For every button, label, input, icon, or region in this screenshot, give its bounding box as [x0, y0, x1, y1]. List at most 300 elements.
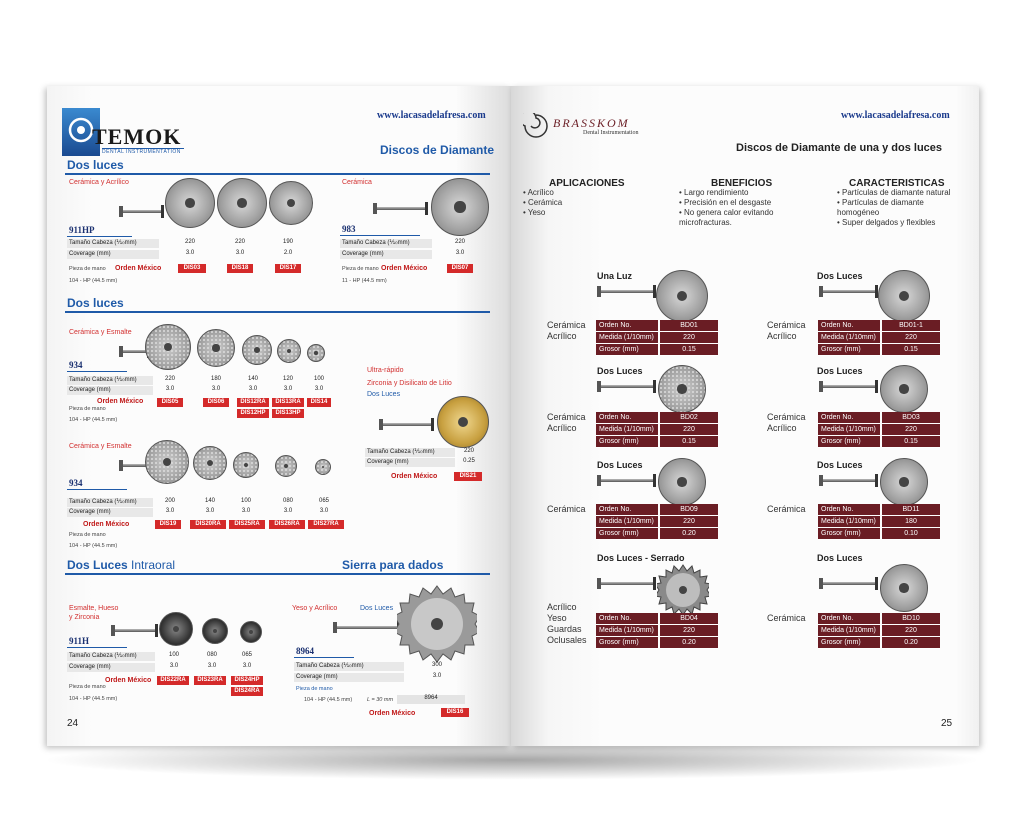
product-materials [767, 613, 806, 624]
spec-row-label: Orden No. [596, 320, 658, 332]
disc-mesh-icon [145, 440, 189, 484]
pieza-label: Pieza de mano [69, 532, 106, 538]
sec2a-code: 934 [69, 360, 83, 370]
spec-label: Tamaño Cabeza (⅒mm) [67, 498, 153, 507]
spec-row-label: Medida (1/10mm) [818, 332, 880, 344]
list-item: • Partículas de diamante [837, 198, 924, 207]
pieza-label: Pieza de mano [69, 406, 106, 412]
material-line: Acrílico [767, 423, 797, 433]
right-page [511, 86, 979, 746]
spec-size: 190 [282, 239, 293, 245]
spec-row [818, 516, 942, 527]
spec-row-label: Medida (1/10mm) [818, 516, 880, 528]
mandrel-icon [823, 290, 875, 293]
spec-row [596, 613, 720, 624]
material-line: Cerámica [547, 504, 586, 514]
spec-row-value: 0.15 [882, 344, 940, 356]
product-spec-table [818, 613, 942, 649]
sec2a-material: Cerámica y Esmalte [69, 329, 132, 336]
disc-perforated-icon [880, 365, 928, 413]
spec-label: Coverage (mm) [67, 250, 159, 259]
order-ref-badge: DIS13RA [272, 398, 304, 407]
spec-row [596, 637, 720, 648]
saw-disc-icon [397, 584, 477, 664]
spec-coverage: 3.0 [211, 386, 221, 392]
sec4-code: 8964 [296, 646, 314, 656]
spec-row-value: 220 [660, 332, 718, 344]
spec-coverage: 3.0 [165, 386, 175, 392]
list-item: • Precisión en el desgaste [679, 198, 772, 207]
order-ref-badge: DIS05 [157, 398, 183, 407]
order-ref-badge: DIS22RA [157, 676, 189, 685]
spec-row-label: Grosor (mm) [596, 436, 658, 448]
spec-label: Tamaño Cabeza (⅒mm) [67, 239, 159, 248]
spec-row [596, 504, 720, 515]
order-ref-badge: DIS24HP [231, 676, 263, 685]
disc-flower-icon [880, 458, 928, 506]
handpiece-spec: 104 - HP (44.5 mm) [69, 278, 118, 284]
material-line: Cerámica [767, 504, 806, 514]
spec-size: 300 [431, 662, 442, 668]
spec-row-value: 0.20 [660, 528, 718, 540]
spec-row [596, 424, 720, 435]
spec-size: 220 [463, 448, 474, 454]
spec-row [818, 528, 942, 539]
sec2a-code-rule [67, 371, 127, 372]
aplicaciones-list [523, 188, 562, 218]
mandrel-icon [823, 479, 875, 482]
list-item: • Largo rendimiento [679, 188, 749, 197]
mandrel-icon [377, 207, 425, 210]
spec-row-label: Medida (1/10mm) [596, 625, 658, 637]
order-ref-badge: DIS24RA [231, 687, 263, 696]
product-title: Dos Luces [817, 460, 863, 470]
disc-perforated-icon [269, 181, 313, 225]
disc-mesh-icon [315, 459, 331, 475]
spec-label: Tamaño Cabeza (⅒mm) [365, 448, 455, 457]
spec-row [818, 412, 942, 423]
product-title: Dos Luces - Serrado [597, 553, 685, 563]
spec-label: Tamaño Cabeza (⅒mm) [294, 662, 404, 671]
disc-mesh-icon [307, 344, 325, 362]
product-spec-table [818, 412, 942, 448]
disc-mesh-icon [277, 339, 301, 363]
sec2b-code-rule [67, 489, 127, 490]
spec-row [818, 344, 942, 355]
spec-row [596, 516, 720, 527]
product-title: Una Luz [597, 271, 632, 281]
spec-row-value: 220 [882, 424, 940, 436]
spec-size: 220 [184, 239, 195, 245]
product-materials [547, 320, 586, 342]
handpiece-spec: 104 - HP (44.5 mm) [69, 696, 118, 702]
material-line: Cerámica [767, 613, 806, 623]
list-item: • Acrílico [523, 188, 554, 197]
disc-mesh-icon [275, 455, 297, 477]
disc-gold-icon [437, 396, 489, 448]
spec-coverage: 3.0 [455, 250, 465, 256]
sec3-title [67, 558, 175, 572]
spec-row-value: BD01-1 [882, 320, 940, 332]
sec2b-code: 934 [69, 478, 83, 488]
spec-row-value: 180 [882, 516, 940, 528]
pieza-label: Pieza de mano [296, 686, 333, 692]
spec-row-value: 220 [660, 516, 718, 528]
spec-row [818, 332, 942, 343]
spec-size: 080 [282, 498, 293, 504]
spec-row-value: BD02 [660, 412, 718, 424]
disc-perforated-icon [165, 178, 215, 228]
product-spec-table [596, 613, 720, 649]
order-ref-badge: DIS18 [227, 264, 253, 273]
spec-size: 080 [206, 652, 217, 658]
pieza-label: Pieza de mano [69, 684, 106, 690]
handpiece-spec: 104 - HP (44.5 mm) [69, 543, 118, 549]
spec-row [596, 344, 720, 355]
sec3-title-bold: Dos Luces [67, 558, 128, 572]
right-page-title: Discos de Diamante de una y dos luces [736, 142, 943, 154]
handpiece-spec: 104 - HP (44.5 mm) [304, 697, 353, 703]
book-shadow [40, 740, 984, 780]
mandrel-icon [601, 290, 653, 293]
right-url: www.lacasadelafresa.com [841, 110, 950, 121]
sec2-rule [65, 311, 490, 313]
spec-coverage: 3.0 [207, 663, 217, 669]
sec2b-material: Cerámica y Esmalte [69, 443, 132, 450]
spec-row-value: 0.20 [882, 637, 940, 649]
product-spec-table [818, 504, 942, 540]
spec-coverage: 3.0 [319, 508, 329, 514]
order-ref-badge: DIS14 [307, 398, 331, 407]
product-title: Dos Luces [817, 366, 863, 376]
spec-row [818, 320, 942, 331]
product-title: Dos Luces [597, 460, 643, 470]
ref-grey: 8964 [397, 695, 465, 704]
spec-coverage: 3.0 [185, 250, 195, 256]
product-spec-table [596, 412, 720, 448]
caracteristicas-heading: CARACTERISTICAS [849, 178, 945, 189]
spec-size: 220 [164, 376, 175, 382]
material-line: Acrílico [547, 423, 577, 433]
disc-dark-icon [159, 612, 193, 646]
product-materials [547, 412, 586, 434]
spec-row [596, 412, 720, 423]
product-title: Dos Luces [817, 553, 863, 563]
spec-row [596, 332, 720, 343]
spec-row-label: Medida (1/10mm) [596, 424, 658, 436]
mandrel-icon [383, 423, 431, 426]
order-ref-badge: DIS21 [454, 472, 482, 481]
list-item: • Partículas de diamante natural [837, 188, 951, 197]
material-line: Acrílico [767, 331, 797, 341]
spec-coverage: 3.0 [314, 386, 324, 392]
disc-mesh-icon [193, 446, 227, 480]
sec4-material: Yeso y Acrílico [292, 605, 338, 612]
brasskom-brand: BRASSKOM [553, 116, 630, 130]
spec-row-label: Orden No. [818, 504, 880, 516]
spec-coverage: 3.0 [242, 663, 252, 669]
order-ref-badge: DIS17 [275, 264, 301, 273]
sec4-luces: Dos Luces [360, 605, 394, 612]
spec-size: 140 [247, 376, 258, 382]
sec3-title-rest: Intraoral [127, 558, 176, 572]
spec-coverage: 3.0 [205, 508, 215, 514]
list-item: • Yeso [523, 208, 546, 217]
disc-slotted-icon [658, 458, 706, 506]
orden-label: Orden México [83, 521, 130, 528]
spec-row-label: Orden No. [818, 412, 880, 424]
sec3-rule [65, 573, 490, 575]
spec-row-label: Grosor (mm) [818, 637, 880, 649]
mandrel-icon [601, 582, 653, 585]
sec1b-code: 983 [342, 224, 356, 234]
spec-row-value: BD04 [660, 613, 718, 625]
sec1a-code: 911HP [69, 225, 95, 235]
spec-row-value: 0.15 [882, 436, 940, 448]
list-item: • Cerámica [523, 198, 563, 207]
spec-row [818, 436, 942, 447]
disc-spiral-icon [431, 178, 489, 236]
beneficios-heading: BENEFICIOS [711, 178, 773, 189]
temok-brand-subtitle: DENTAL INSTRUMENTATION [102, 148, 184, 155]
spec-size: 100 [240, 498, 251, 504]
spec-coverage: 3.0 [165, 508, 175, 514]
sec1-rule [65, 173, 490, 175]
material-line: Oclusales [547, 635, 587, 645]
spec-row-value: BD09 [660, 504, 718, 516]
material-line: Guardas [547, 624, 582, 634]
product-spec-table [818, 320, 942, 356]
material-line: Cerámica [767, 412, 806, 422]
material-line: Cerámica [767, 320, 806, 330]
spec-row-value: 0.15 [660, 436, 718, 448]
spec-coverage: 3.0 [432, 673, 442, 679]
mandrel-icon [123, 464, 147, 467]
sec3-material2: y Zirconia [69, 614, 100, 621]
orden-label: Orden México [115, 265, 162, 272]
order-ref-badge: DIS26RA [269, 520, 305, 529]
orden-label: Orden México [97, 398, 144, 405]
spec-row [596, 320, 720, 331]
spec-size: 220 [454, 239, 465, 245]
order-ref-badge: DIS23RA [194, 676, 226, 685]
spec-row-value: BD11 [882, 504, 940, 516]
spec-row-value: 220 [660, 424, 718, 436]
material-line: Cerámica [547, 412, 586, 422]
spec-row-label: Grosor (mm) [818, 344, 880, 356]
handpiece-spec: 104 - HP (44.5 mm) [69, 417, 118, 423]
mandrel-icon [337, 626, 397, 629]
spec-row [818, 625, 942, 636]
product-materials [767, 504, 806, 515]
sec2c-line1: Ultra-rápido [367, 367, 404, 374]
spec-row-label: Grosor (mm) [818, 436, 880, 448]
product-title: Dos Luces [817, 271, 863, 281]
orden-label: Orden México [381, 265, 428, 272]
sec2c-line3: Dos Luces [367, 391, 401, 398]
disc-perforated-icon [217, 178, 267, 228]
product-materials [767, 412, 806, 434]
spec-size: 100 [168, 652, 179, 658]
spec-row-label: Orden No. [818, 320, 880, 332]
sec1b-code-rule [340, 235, 420, 236]
product-spec-table [596, 320, 720, 356]
spec-row-label: Medida (1/10mm) [596, 332, 658, 344]
spec-coverage: 3.0 [283, 386, 293, 392]
spec-row-value: 0.15 [660, 344, 718, 356]
product-materials [767, 320, 806, 342]
spec-row-value: 220 [882, 332, 940, 344]
product-title: Dos Luces [597, 366, 643, 376]
material-line: Cerámica [547, 320, 586, 330]
order-ref-badge: DIS27RA [308, 520, 344, 529]
sec3-code: 911H [69, 636, 90, 646]
mandrel-icon [601, 385, 653, 388]
sec1b-material: Cerámica [342, 179, 372, 186]
spec-row-label: Orden No. [596, 613, 658, 625]
spec-label: Tamaño Cabeza (⅒mm) [340, 239, 432, 248]
disc-solid-icon [878, 270, 930, 322]
disc-dark-icon [202, 618, 228, 644]
spec-row-value: BD01 [660, 320, 718, 332]
disc-mesh-icon [658, 365, 706, 413]
list-item: • No genera calor evitando [679, 208, 774, 217]
spec-coverage: 3.0 [169, 663, 179, 669]
material-line: Acrílico [547, 331, 577, 341]
spec-coverage: 2.0 [283, 250, 293, 256]
order-ref-badge: DIS07 [447, 264, 473, 273]
spec-row [818, 424, 942, 435]
order-ref-badge: DIS20RA [190, 520, 226, 529]
spec-size: 200 [164, 498, 175, 504]
list-item: homogéneo [837, 208, 880, 217]
product-materials [547, 602, 587, 646]
caracteristicas-list [837, 188, 951, 228]
disc-slotted-icon [880, 564, 928, 612]
temok-brand-name: TEMOK [92, 124, 182, 149]
order-ref-badge: DIS12RA [237, 398, 269, 407]
list-item: microfracturas. [679, 218, 732, 227]
material-line: Yeso [547, 613, 567, 623]
spec-size: 120 [282, 376, 293, 382]
disc-mesh-icon [242, 335, 272, 365]
saw-disc-icon [657, 564, 709, 616]
order-ref-badge: DIS12HP [237, 409, 269, 418]
spec-label: Coverage (mm) [67, 508, 153, 517]
spec-label: Coverage (mm) [67, 386, 153, 395]
mandrel-icon [123, 210, 161, 213]
spec-row-value: 220 [882, 625, 940, 637]
aplicaciones-heading: APLICACIONES [549, 178, 625, 189]
mandrel-icon [601, 479, 653, 482]
orden-label: Orden México [391, 473, 438, 480]
spec-row-label: Grosor (mm) [596, 528, 658, 540]
spec-coverage: 0.25 [463, 458, 475, 464]
length-spec: L = 30 mm [367, 697, 394, 703]
spec-row-value: BD10 [882, 613, 940, 625]
sec4-code-rule [294, 657, 354, 658]
spec-row-value: BD03 [882, 412, 940, 424]
spec-size: 100 [313, 376, 324, 382]
spec-label: Coverage (mm) [294, 673, 404, 682]
spec-row [818, 637, 942, 648]
spec-label: Coverage (mm) [67, 663, 155, 672]
order-ref-badge: DIS19 [155, 520, 181, 529]
order-ref-badge: DIS06 [203, 398, 229, 407]
spec-coverage: 3.0 [248, 386, 258, 392]
spec-row-label: Grosor (mm) [818, 528, 880, 540]
spec-row-label: Grosor (mm) [596, 637, 658, 649]
orden-label: Orden México [369, 710, 416, 717]
pieza-label: Pieza de mano [69, 266, 106, 272]
product-materials [547, 504, 586, 515]
spec-size: 220 [234, 239, 245, 245]
mandrel-icon [123, 350, 147, 353]
spec-label: Tamaño Cabeza (⅒mm) [67, 376, 153, 385]
sec2-title: Dos luces [67, 296, 124, 310]
spec-row-label: Medida (1/10mm) [596, 516, 658, 528]
spec-coverage: 3.0 [241, 508, 251, 514]
disc-mesh-icon [233, 452, 259, 478]
pieza-label: Pieza de mano [342, 266, 379, 272]
spec-row [818, 613, 942, 624]
disc-solid-icon [656, 270, 708, 322]
spec-row-label: Orden No. [818, 613, 880, 625]
brasskom-logo-icon [523, 113, 549, 139]
mandrel-icon [823, 582, 875, 585]
spec-size: 065 [241, 652, 252, 658]
spec-row [596, 528, 720, 539]
spec-row-label: Grosor (mm) [596, 344, 658, 356]
sec4-title: Sierra para dados [342, 558, 444, 572]
order-ref-badge: DIS03 [178, 264, 206, 273]
beneficios-list [679, 188, 773, 228]
sec1-title: Dos luces [67, 158, 124, 172]
spec-coverage: 3.0 [235, 250, 245, 256]
product-spec-table [596, 504, 720, 540]
list-item: • Super delgados y flexibles [837, 218, 936, 227]
sec2c-line2: Zirconia y Disilicato de Litio [367, 380, 452, 387]
spec-size: 065 [318, 498, 329, 504]
spec-row-label: Medida (1/10mm) [818, 424, 880, 436]
spec-row-label: Orden No. [596, 412, 658, 424]
spec-size: 180 [210, 376, 221, 382]
disc-dark-icon [240, 621, 262, 643]
left-page-number: 24 [67, 718, 79, 729]
spec-row-value: 0.10 [882, 528, 940, 540]
brasskom-subtitle: Dental Instrumentation [583, 130, 639, 136]
sec3-material1: Esmalte, Hueso [69, 605, 119, 612]
spec-row [818, 504, 942, 515]
left-page [47, 86, 511, 746]
left-url: www.lacasadelafresa.com [377, 110, 486, 121]
spec-row [596, 625, 720, 636]
order-ref-badge: DIS25RA [229, 520, 265, 529]
right-page-number: 25 [941, 718, 953, 729]
spec-row-value: 220 [660, 625, 718, 637]
spec-row-label: Orden No. [596, 504, 658, 516]
sec3-code-rule [67, 647, 127, 648]
sec1a-material: Cerámica y Acrílico [69, 179, 129, 186]
mandrel-icon [115, 629, 155, 632]
spec-row-value: 0.20 [660, 637, 718, 649]
spec-label: Tamaño Cabeza (⅒mm) [67, 652, 155, 661]
spec-label: Coverage (mm) [340, 250, 432, 259]
material-line: Acrílico [547, 602, 577, 612]
left-page-title: Discos de Diamante [380, 143, 495, 157]
order-ref-badge: DIS13HP [272, 409, 304, 418]
sec1a-code-rule [67, 236, 132, 237]
